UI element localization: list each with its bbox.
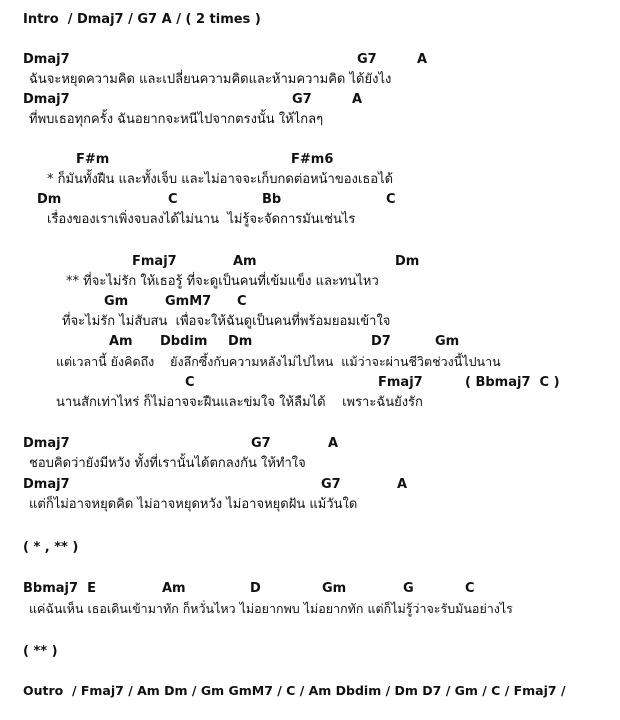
repeat-marker: ( ** ) <box>23 644 58 659</box>
chord: C <box>168 192 178 207</box>
chord: G7 <box>357 52 377 67</box>
chord: Am <box>109 334 133 349</box>
chord: A <box>397 477 408 492</box>
chord: A <box>417 52 428 67</box>
chord: A <box>352 92 363 107</box>
lyric-line: เรื่องของเราเพิ่งจบลงได้ไม่นาน ไม่รู้จะจัดการมันเช่นไร <box>47 212 356 227</box>
chord: Fmaj7 <box>132 254 177 269</box>
chord: Dm <box>395 254 420 269</box>
outro-line: Outro / Fmaj7 / Am Dm / Gm GmM7 / C / Am Dbdim / Dm D7 / Gm / C / Fmaj7 / <box>23 683 566 698</box>
chord: C <box>386 192 396 207</box>
chord: Bb <box>262 192 282 207</box>
chord: Gm <box>435 334 460 349</box>
chord: Gm <box>104 294 129 309</box>
lyric-line: ที่จะไม่รัก ไม่สับสน เพื่อจะให้ฉันดูเป็นคนที่พร้อมยอมเข้าใจ <box>62 314 391 329</box>
chord: C <box>465 581 475 596</box>
lyric-line: ฉันจะหยุดความคิด และเปลี่ยนความคิดและห้ามความคิด ได้ยังไง <box>29 72 392 87</box>
lyric-line: ** ที่จะไม่รัก ให้เธอรู้ ที่จะดูเป็นคนที่เข้มแข็ง และทนไหว <box>66 274 379 289</box>
chord: G <box>403 581 414 596</box>
lyric-line: แต่เวลานี้ ยังคิดถึง ยังลึกซึ้งกับความหลังไม่ไปไหน แม้ว่าจะผ่านชีวิตช่วงนี้ไปนาน <box>56 354 501 369</box>
lyric-line: แค่ฉันเห็น เธอเดินเข้ามาทัก ก็หวั่นไหว ไม่อยากพบ ไม่อยากทัก แต่ก็ไม่รู้ว่าจะรับมันอย่างไร <box>29 601 513 616</box>
chord: ( Bbmaj7 C ) <box>465 375 560 390</box>
chord: Dmaj7 <box>23 92 70 107</box>
chord: G7 <box>251 436 271 451</box>
chord: D <box>250 581 261 596</box>
chord: Dbdim <box>160 334 208 349</box>
chord: D7 <box>371 334 391 349</box>
chord: Bbmaj7 E <box>23 581 96 596</box>
chord: F#m6 <box>291 152 334 167</box>
intro-line: Intro / Dmaj7 / G7 A / ( 2 times ) <box>23 12 261 27</box>
chord: Dmaj7 <box>23 477 70 492</box>
chord: Gm <box>322 581 347 596</box>
chord: GmM7 <box>165 294 212 309</box>
chord: G7 <box>321 477 341 492</box>
chord: G7 <box>292 92 312 107</box>
chord: Fmaj7 <box>378 375 423 390</box>
chord: Dmaj7 <box>23 52 70 67</box>
lyric-line: * ก็มันทั้งฝืน และทั้งเจ็บ และไม่อาจจะเก็บกดต่อหน้าของเธอได้ <box>47 172 394 187</box>
chord: F#m <box>76 152 110 167</box>
chord: Dm <box>228 334 253 349</box>
chord: C <box>237 294 247 309</box>
lyric-line: ชอบคิดว่ายังมีหวัง ทั้งที่เรานั้นได้ตกลงกัน ให้ทำใจ <box>29 456 306 471</box>
chord: Dmaj7 <box>23 436 70 451</box>
chord: A <box>328 436 339 451</box>
chord: Am <box>233 254 257 269</box>
chord: Am <box>162 581 186 596</box>
lyric-line: แต่ก็ไม่อาจหยุดคิด ไม่อาจหยุดหวัง ไม่อาจหยุดฝัน แม้วันใด <box>29 497 358 512</box>
chord: Dm <box>37 192 62 207</box>
chord: C <box>185 375 195 390</box>
repeat-marker: ( * , ** ) <box>23 540 79 555</box>
lyric-line: ที่พบเธอทุกครั้ง ฉันอยากจะหนีไปจากตรงนั้น ให้ไกลๆ <box>29 112 324 127</box>
lyric-line: นานสักเท่าไหร่ ก็ไม่อาจจะฝืนและข่มใจ ให้ลืมได้ เพราะฉันยังรัก <box>56 395 423 410</box>
